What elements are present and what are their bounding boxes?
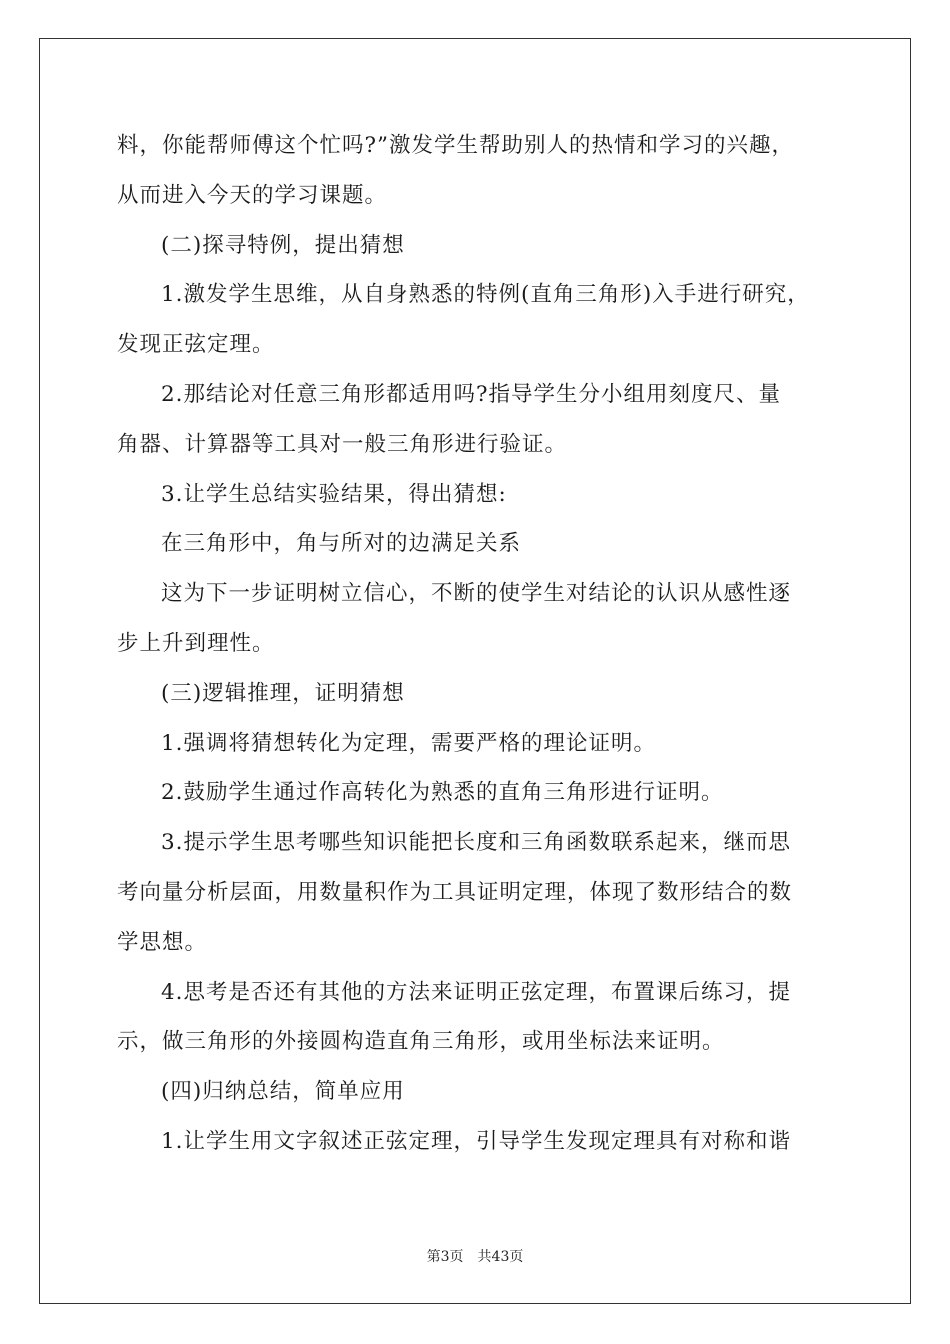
text-line: 1.激发学生思维，从自身熟悉的特例(直角三角形)入手进行研究，	[161, 282, 810, 308]
text-line: (三)逻辑推理，证明猜想	[161, 680, 405, 706]
text-line: 2.那结论对任意三角形都适用吗?指导学生分小组用刻度尺、量	[161, 381, 782, 407]
document-body	[117, 121, 833, 1167]
text-line: 1.让学生用文字叙述正弦定理，引导学生发现定理具有对称和谐	[161, 1128, 792, 1154]
text-line: 3.让学生总结实验结果，得出猜想:	[161, 481, 507, 507]
text-line: 步上升到理性。	[117, 630, 275, 656]
text-line: 角器、计算器等工具对一般三角形进行验证。	[117, 431, 568, 457]
text-line: 2.鼓励学生通过作高转化为熟悉的直角三角形进行证明。	[161, 780, 724, 806]
text-line: 料，你能帮师傅这个忙吗?”激发学生帮助别人的热情和学习的兴趣，	[117, 133, 795, 158]
text-line: 从而进入今天的学习课题。	[117, 182, 388, 208]
text-line: 3.提示学生思考哪些知识能把长度和三角函数联系起来，继而思	[161, 830, 792, 856]
text-line: 1.强调将猜想转化为定理，需要严格的理论证明。	[161, 730, 657, 756]
page-footer	[0, 1246, 950, 1266]
text-line: 示，做三角形的外接圆构造直角三角形，或用坐标法来证明。	[117, 1029, 725, 1055]
text-line: 考向量分析层面，用数量积作为工具证明定理，体现了数形结合的数	[117, 879, 793, 905]
page-number: 第3页	[426, 1249, 464, 1265]
page-total: 共43页	[477, 1249, 524, 1265]
text-line: (二)探寻特例，提出猜想	[161, 232, 405, 258]
text-line: 在三角形中，角与所对的边满足关系	[161, 531, 522, 557]
text-line: (四)归纳总结，简单应用	[161, 1079, 405, 1105]
text-line: 发现正弦定理。	[117, 332, 275, 358]
text-line: 这为下一步证明树立信心，不断的使学生对结论的认识从感性逐	[161, 581, 792, 607]
text-line: 4.思考是否还有其他的方法来证明正弦定理，布置课后练习，提	[161, 979, 792, 1005]
text-line: 学思想。	[117, 929, 208, 955]
